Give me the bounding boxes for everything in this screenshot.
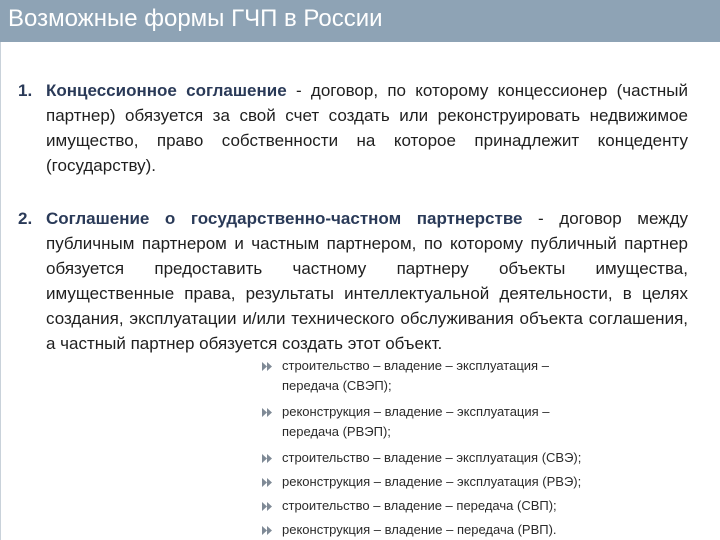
double-chevron-icon <box>262 362 274 371</box>
model-label: реконструкция – владение – эксплуатация – передача (РВЭП); <box>282 404 550 439</box>
model-label: реконструкция – владение – эксплуатация (РВЭ); <box>282 474 582 489</box>
list-item-concession <box>18 78 688 178</box>
list-item <box>262 356 592 396</box>
item-paragraph <box>18 78 688 178</box>
item-term: Концессионное соглашение <box>46 81 287 100</box>
ppp-model-list <box>262 356 592 540</box>
list-item-ppp-agreement <box>18 206 688 356</box>
title-bar <box>0 0 720 42</box>
model-label: реконструкция – владение – передача (РВП). <box>282 522 557 537</box>
list-item <box>262 472 592 492</box>
item-paragraph <box>18 206 688 356</box>
list-item <box>262 520 592 540</box>
list-item <box>262 448 592 468</box>
item-number: 1. <box>18 81 33 100</box>
slide-title: Возможные формы ГЧП в России <box>8 5 383 32</box>
double-chevron-icon <box>262 454 274 463</box>
model-label: строительство – владение – передача (СВП); <box>282 498 557 513</box>
double-chevron-icon <box>262 526 274 535</box>
item-number: 2. <box>18 209 33 228</box>
model-label: строительство – владение – эксплуатация (СВЭ); <box>282 450 582 465</box>
double-chevron-icon <box>262 502 274 511</box>
list-item <box>262 496 592 516</box>
model-label: строительство – владение – эксплуатация – передача (СВЭП); <box>282 358 549 393</box>
item-definition: - договор между публичным партнером и частным партнером, по которому публичный партнер обязуется предоставить частному партнеру объекты имущества, имущественные права, результаты интеллектуальной деятельности, в целях создания, эксплуатации и/или технического обслуживания объекта соглашения, а частный партнер обязуется создать этот объект. <box>46 209 688 353</box>
item-definition: - договор, по которому концессионер (частный партнер) обязуется за свой счет создать или реконструировать недвижимое имущество, право собственности на которое принадлежит концеденту (государству). <box>46 81 688 175</box>
double-chevron-icon <box>262 408 274 417</box>
item-term: Соглашение о государственно-частном партнерстве <box>46 209 523 228</box>
double-chevron-icon <box>262 478 274 487</box>
list-item <box>262 402 592 442</box>
